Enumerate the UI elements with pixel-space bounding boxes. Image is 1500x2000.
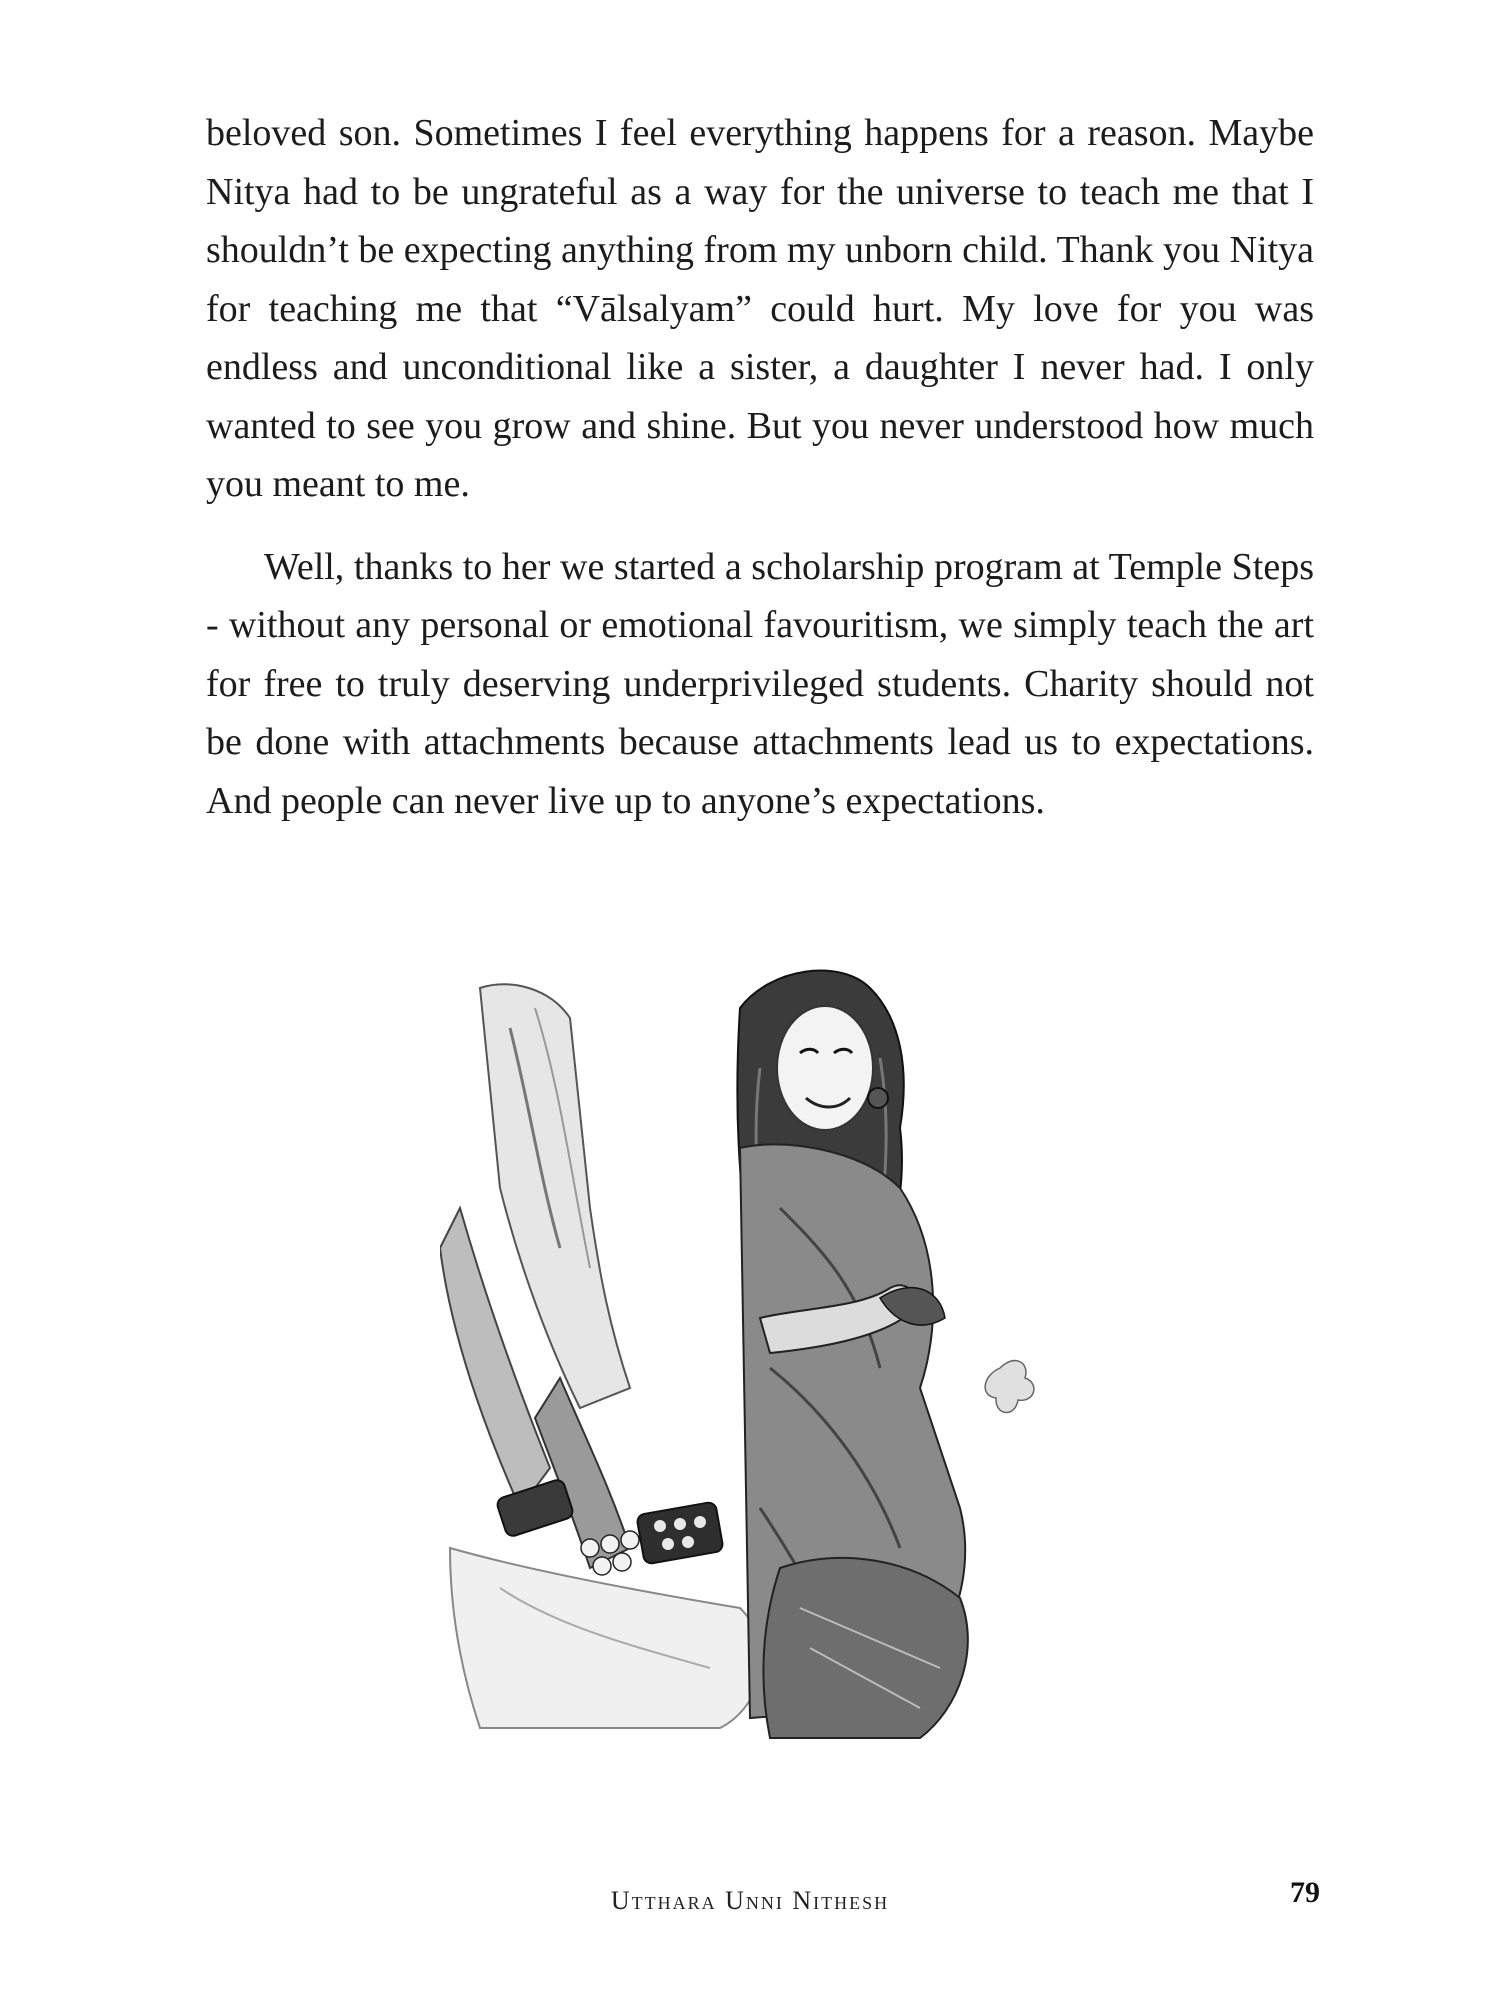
woman-face bbox=[777, 1006, 873, 1130]
bracelet-left bbox=[496, 1478, 575, 1538]
bracelet-right bbox=[636, 1501, 723, 1564]
running-footer-author: Utthara Unni Nithesh bbox=[610, 1886, 890, 1915]
woman-lap-cloth bbox=[763, 1558, 967, 1738]
paragraph-1: beloved son. Sometimes I feel everything happens for a reason. Maybe Nitya had to be ungrateful as a way for the universe to teach me that I shouldn’t be expecting anything from my unborn child. Thank you Nitya for teaching me that “Vālsalyam” could hurt. My love for you was endless and unconditional like a sister, a daughter I never had. I only wanted to see you grow and shine. But you never understood how much you meant to me. bbox=[206, 112, 1314, 505]
paragraph-2: Well, thanks to her we started a scholarship program at Temple Steps - without any personal or emotional favouritism, we simply teach the art for free to truly deserving underprivileged students. Charity should not be done with attachments because attachments lead us to expectations. And people can never live up to anyone’s expectations. bbox=[206, 545, 1314, 822]
flower-sketch bbox=[985, 1361, 1034, 1413]
sketch-illustration bbox=[440, 948, 1080, 1748]
page-number: 79 bbox=[1290, 1876, 1320, 1909]
body-text bbox=[206, 104, 1314, 830]
woman-earring bbox=[868, 1088, 888, 1108]
